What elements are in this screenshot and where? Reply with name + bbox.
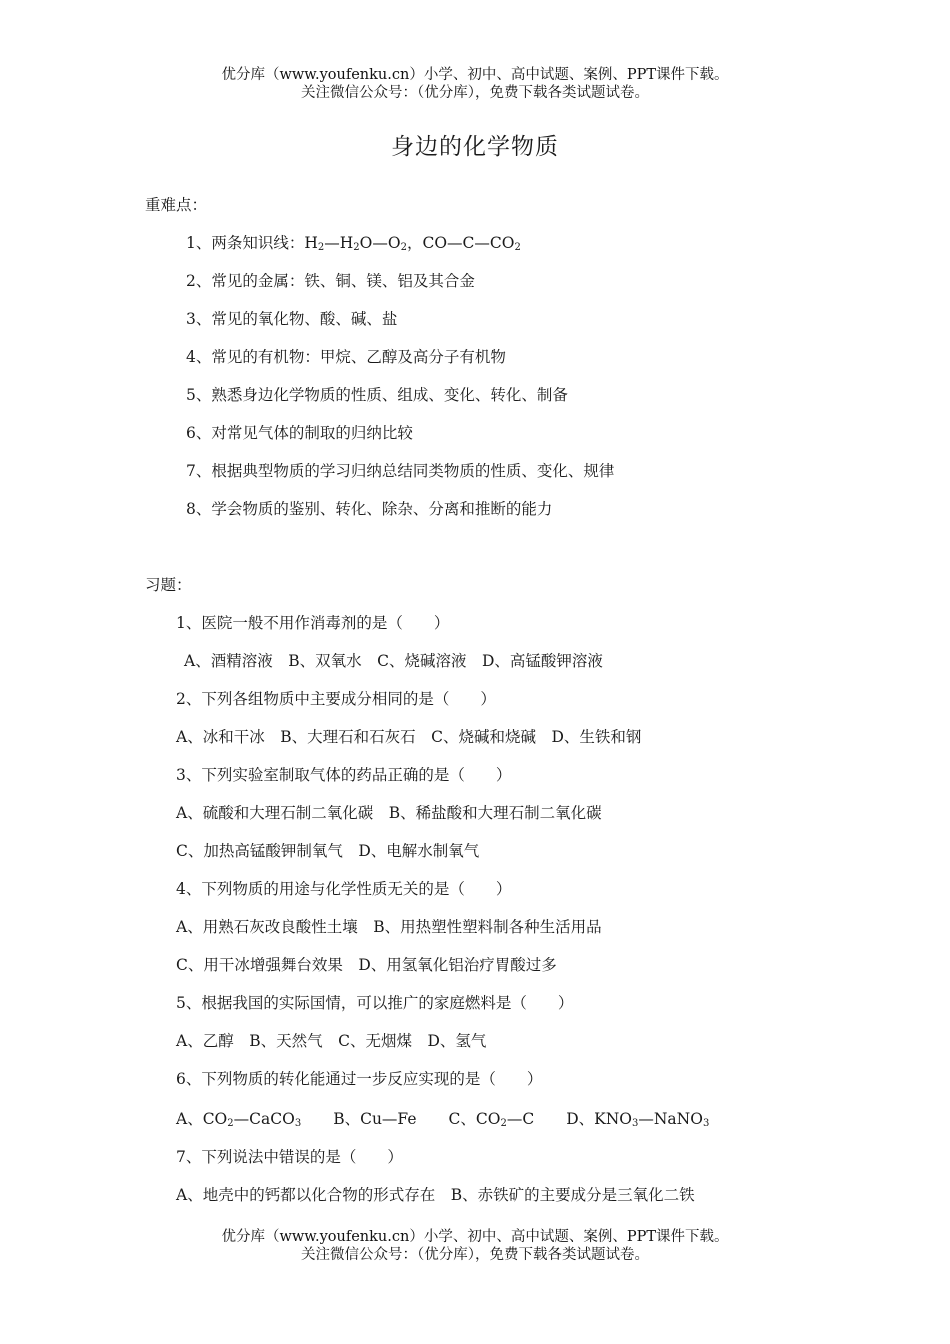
- page-header: [0, 66, 950, 102]
- question-line: 3、下列实验室制取气体的药品正确的是（ ）: [176, 766, 512, 784]
- answer-options-line: A、地壳中的钙都以化合物的形式存在 B、赤铁矿的主要成分是三氧化二铁: [176, 1186, 695, 1204]
- answer-options-line: A、乙醇 B、天然气 C、无烟煤 D、氢气: [176, 1032, 487, 1050]
- key-point-item: 2、常见的金属：铁、铜、镁、铝及其合金: [186, 272, 475, 290]
- key-point-item: 4、常见的有机物：甲烷、乙醇及高分子有机物: [186, 348, 506, 366]
- key-point-item: 3、常见的氧化物、酸、碱、盐: [186, 310, 398, 328]
- answer-options-line: A、酒精溶液 B、双氧水 C、烧碱溶液 D、高锰酸钾溶液: [184, 652, 603, 670]
- option-c: C、$CO_2—C$: [448, 1110, 535, 1129]
- question-line: 6、下列物质的转化能通过一步反应实现的是（ ）: [176, 1070, 543, 1088]
- question-line: 1、医院一般不用作消毒剂的是（ ）: [176, 614, 450, 632]
- page-footer: [0, 1228, 950, 1264]
- option-b: B、Cu—Fe: [333, 1110, 417, 1128]
- footer-line-2: 关注微信公众号：（优分库），免费下载各类试题试卷。: [301, 1247, 649, 1263]
- option-d: D、$KNO_3—NaNO_3$: [566, 1110, 710, 1129]
- header-line-1: 优分库（www.youfenku.cn）小学、初中、高中试题、案例、PPT课件下载。: [221, 67, 729, 83]
- question-6-options: [176, 1108, 709, 1130]
- question-line: 7、下列说法中错误的是（ ）: [176, 1148, 403, 1166]
- key-point-item-1: 1、两条知识线：$H_2—H_2O—O_2$，$CO—C—CO_2$: [186, 234, 521, 253]
- footer-line-1: 优分库（www.youfenku.cn）小学、初中、高中试题、案例、PPT课件下载。: [221, 1229, 729, 1245]
- header-line-2: 关注微信公众号：（优分库），免费下载各类试题试卷。: [301, 85, 649, 101]
- key-points-heading: 重难点：: [145, 196, 208, 214]
- key-point-item: 5、熟悉身边化学物质的性质、组成、变化、转化、制备: [186, 386, 568, 404]
- answer-options-line: A、用熟石灰改良酸性土壤 B、用热塑性塑料制各种生活用品: [176, 918, 602, 936]
- key-point-item: 7、根据典型物质的学习归纳总结同类物质的性质、变化、规律: [186, 462, 615, 480]
- document-title: 身边的化学物质: [391, 134, 559, 160]
- question-line: 5、根据我国的实际国情，可以推广的家庭燃料是（ ）: [176, 994, 574, 1012]
- key-point-item: 6、对常见气体的制取的归纳比较: [186, 424, 413, 442]
- option-a: A、$CO_2—CaCO_3$: [176, 1110, 302, 1129]
- question-line: 2、下列各组物质中主要成分相同的是（ ）: [176, 690, 496, 708]
- answer-options-line: A、冰和干冰 B、大理石和石灰石 C、烧碱和烧碱 D、生铁和钢: [176, 728, 642, 746]
- answer-options-line: C、用干冰增强舞台效果 D、用氢氧化铝治疗胃酸过多: [176, 956, 557, 974]
- exercises-heading: 习题：: [145, 576, 192, 594]
- question-line: 4、下列物质的用途与化学性质无关的是（ ）: [176, 880, 512, 898]
- answer-options-line: A、硫酸和大理石制二氧化碳 B、稀盐酸和大理石制二氧化碳: [176, 804, 602, 822]
- answer-options-line: C、加热高锰酸钾制氧气 D、电解水制氧气: [176, 842, 480, 860]
- key-point-item: 8、学会物质的鉴别、转化、除杂、分离和推断的能力: [186, 500, 553, 518]
